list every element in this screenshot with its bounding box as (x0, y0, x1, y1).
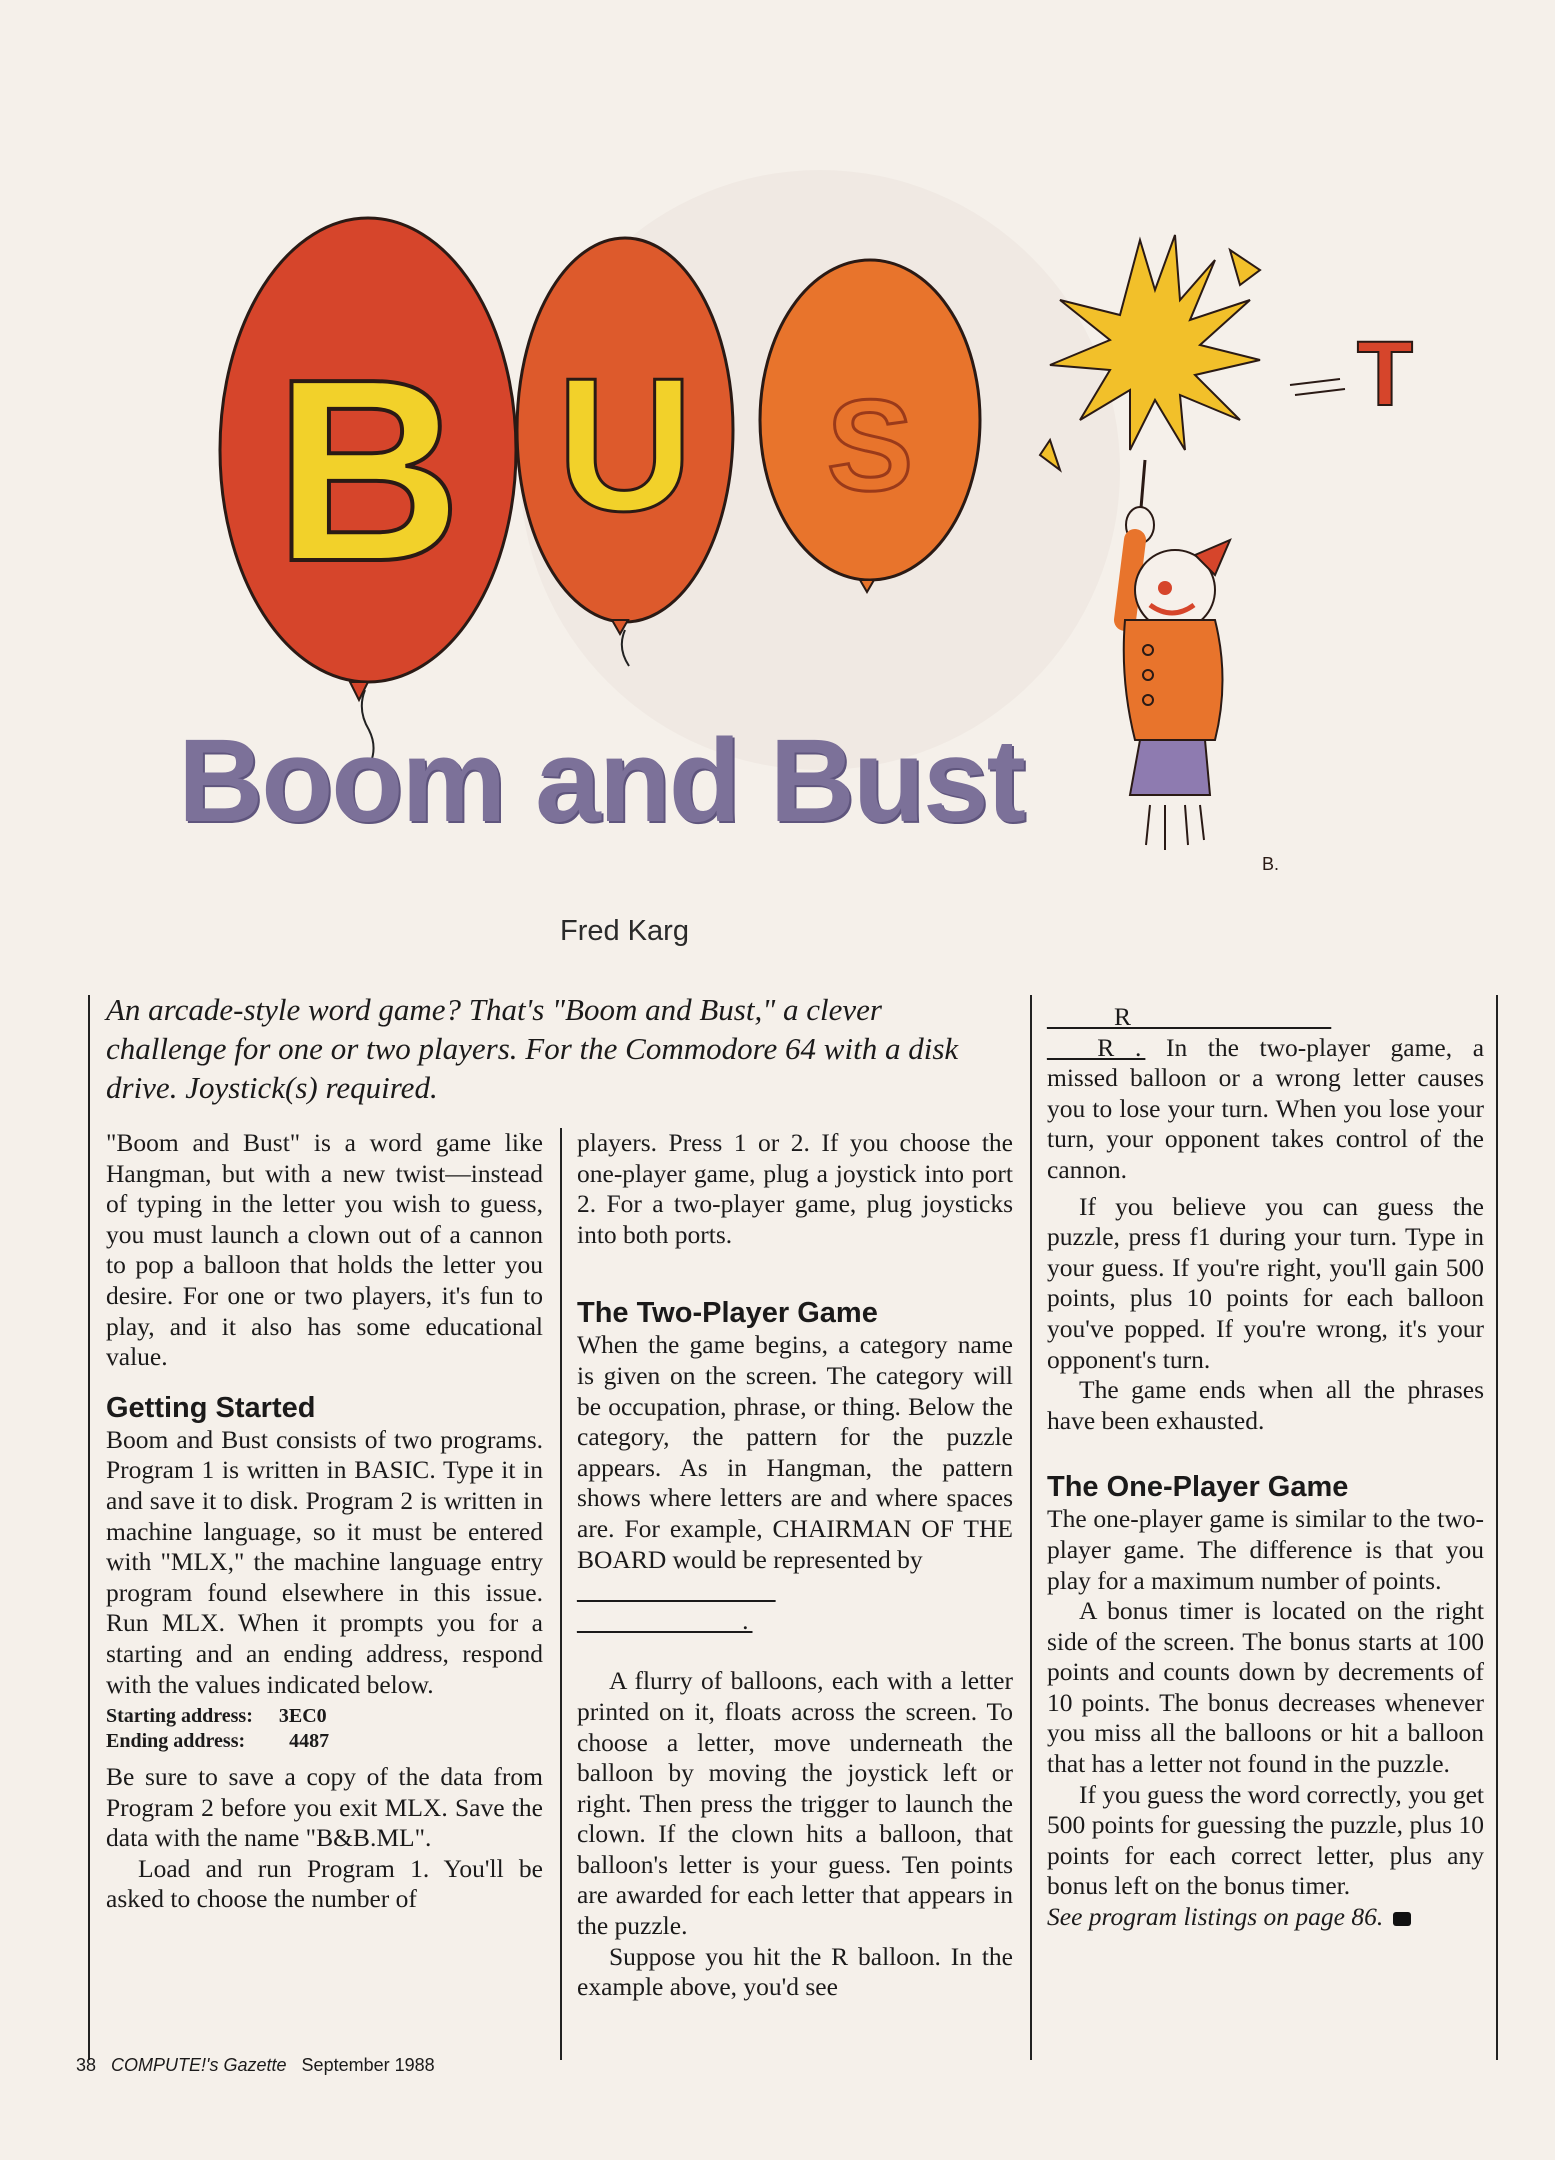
listing-reference: See program listings on page 86. (1047, 1902, 1484, 1933)
section-heading: Getting Started (106, 1391, 316, 1424)
paragraph: When the game begins, a category name is given on the screen. The category will be occupation, phrase, or thing. Below the category, the pattern for the puzzle appears. As in Hangman, the pattern shows where letters are and where spaces are. For example, CHAIRMAN OF THE BOARD would be represented by (577, 1330, 1013, 1574)
column-rule (560, 1128, 562, 2060)
balloon-b (220, 218, 516, 700)
section-heading: The One-Player Game (1047, 1471, 1349, 1504)
paragraph: Suppose you hit the R balloon. In the example above, you'd see (577, 1941, 1013, 2002)
paragraph: The one-player game is similar to the two-player game. The difference is that you play for a maximum number of points. (1047, 1504, 1484, 1595)
column-3 (1047, 1002, 1484, 1933)
address-table (106, 1704, 543, 1754)
column-2 (577, 1128, 1013, 2003)
puzzle-pattern: ___ _____. (577, 1605, 753, 1635)
page-footer (76, 2055, 435, 2076)
paragraph: If you believe you can guess the puzzle, press f1 during your turn. Type in your guess. If you're right, you'll gain 500 points, plus 10 points for each balloon you've popped. If you're wrong, it's your opponent's turn. (1047, 1191, 1484, 1374)
column-1 (106, 1128, 543, 1915)
end-address-label: Ending address: (106, 1730, 246, 1753)
balloon-letter-t-flying (1290, 323, 1413, 425)
paragraph: Be sure to save a copy of the data from Program 2 before you exit MLX. Save the data with the name "B&B.ML". (106, 1762, 543, 1853)
balloon-letter-u: U (556, 339, 694, 551)
artist-signature: B. (1262, 854, 1280, 874)
column-rule (1030, 995, 1032, 2060)
paragraph: In the two-player game, a missed balloon or a wrong letter causes you to lose your turn. When you lose your turn, your opponent takes control of the cannon. (1047, 1032, 1485, 1184)
column-rule (88, 995, 90, 2060)
start-address-label: Starting address: (106, 1705, 253, 1728)
paragraph: "Boom and Bust" is a word game like Hangman, but with a new twist—instead of typing in the letter you wish to guess, you must launch a clown out of a cannon to pop a balloon that holds the letter you desire. For one or two players, it's fun to play, and it also has some educational value. (106, 1128, 543, 1372)
end-mark-icon (1393, 1912, 1411, 1926)
clown-illustration (1124, 460, 1279, 874)
magazine-name: COMPUTE!'s Gazette (111, 2055, 287, 2075)
paragraph: A flurry of balloons, each with a letter printed on it, floats across the screen. To choose a letter, move underneath the balloon by moving the joystick left or right. Then press the trigger to launch the clown. If the clown hits a balloon, that balloon's letter is your guess. Ten points are awarded for each letter that appears in the puzzle. (577, 1666, 1013, 1941)
puzzle-pattern: ________ __ (577, 1575, 776, 1605)
paragraph: The game ends when all the phrases have been exhausted. (1047, 1375, 1484, 1435)
balloon-letter-b: B (274, 326, 462, 616)
issue-date: September 1988 (301, 2055, 435, 2075)
puzzle-pattern: ____R___ __ ___ (1047, 1002, 1332, 1031)
end-address-value: 4487 (289, 1730, 330, 1753)
puzzle-pattern: ___R_. (1047, 1032, 1146, 1062)
paragraph: players. Press 1 or 2. If you choose the one-player game, plug a joystick into port 2. For a two-player game, plug joysticks into both ports. (577, 1128, 1013, 1249)
paragraph: Boom and Bust consists of two programs. Program 1 is written in BASIC. Type it in and save it to disk. Program 2 is written in machine language, so it must be entered with "MLX," the machine language entry program found elsewhere in this issue. Run MLX. When it prompts you for a starting and an ending address, respond with the values indicated below. (106, 1424, 543, 1699)
author-byline: Fred Karg (560, 915, 689, 947)
section-heading: The Two-Player Game (577, 1297, 878, 1330)
article-deck: An arcade-style word game? That's "Boom and Bust," a clever challenge for one or two players. For the Commodore 64 with a disk drive. Joystick(s) required. (106, 992, 959, 1105)
start-address-value: 3EC0 (278, 1705, 327, 1728)
article-title: Boom and Bust (178, 715, 1024, 847)
paragraph: Load and run Program 1. You'll be asked to choose the number of (106, 1853, 543, 1914)
svg-text:T: T (1356, 323, 1414, 425)
balloon-letter-s: S (826, 372, 914, 518)
paragraph: If you guess the word correctly, you get 500 points for guessing the puzzle, plus 10 points for each correct letter, plus any bonus left on the bonus timer. (1047, 1779, 1484, 1901)
column-rule (1496, 995, 1498, 2060)
page-number: 38 (76, 2055, 97, 2075)
paragraph: A bonus timer is located on the right side of the screen. The bonus starts at 100 points and counts down by decrements of 10 points. The bonus decreases whenever you miss all the balloons or hit a balloon that has a letter not found in the puzzle. (1047, 1596, 1484, 1779)
